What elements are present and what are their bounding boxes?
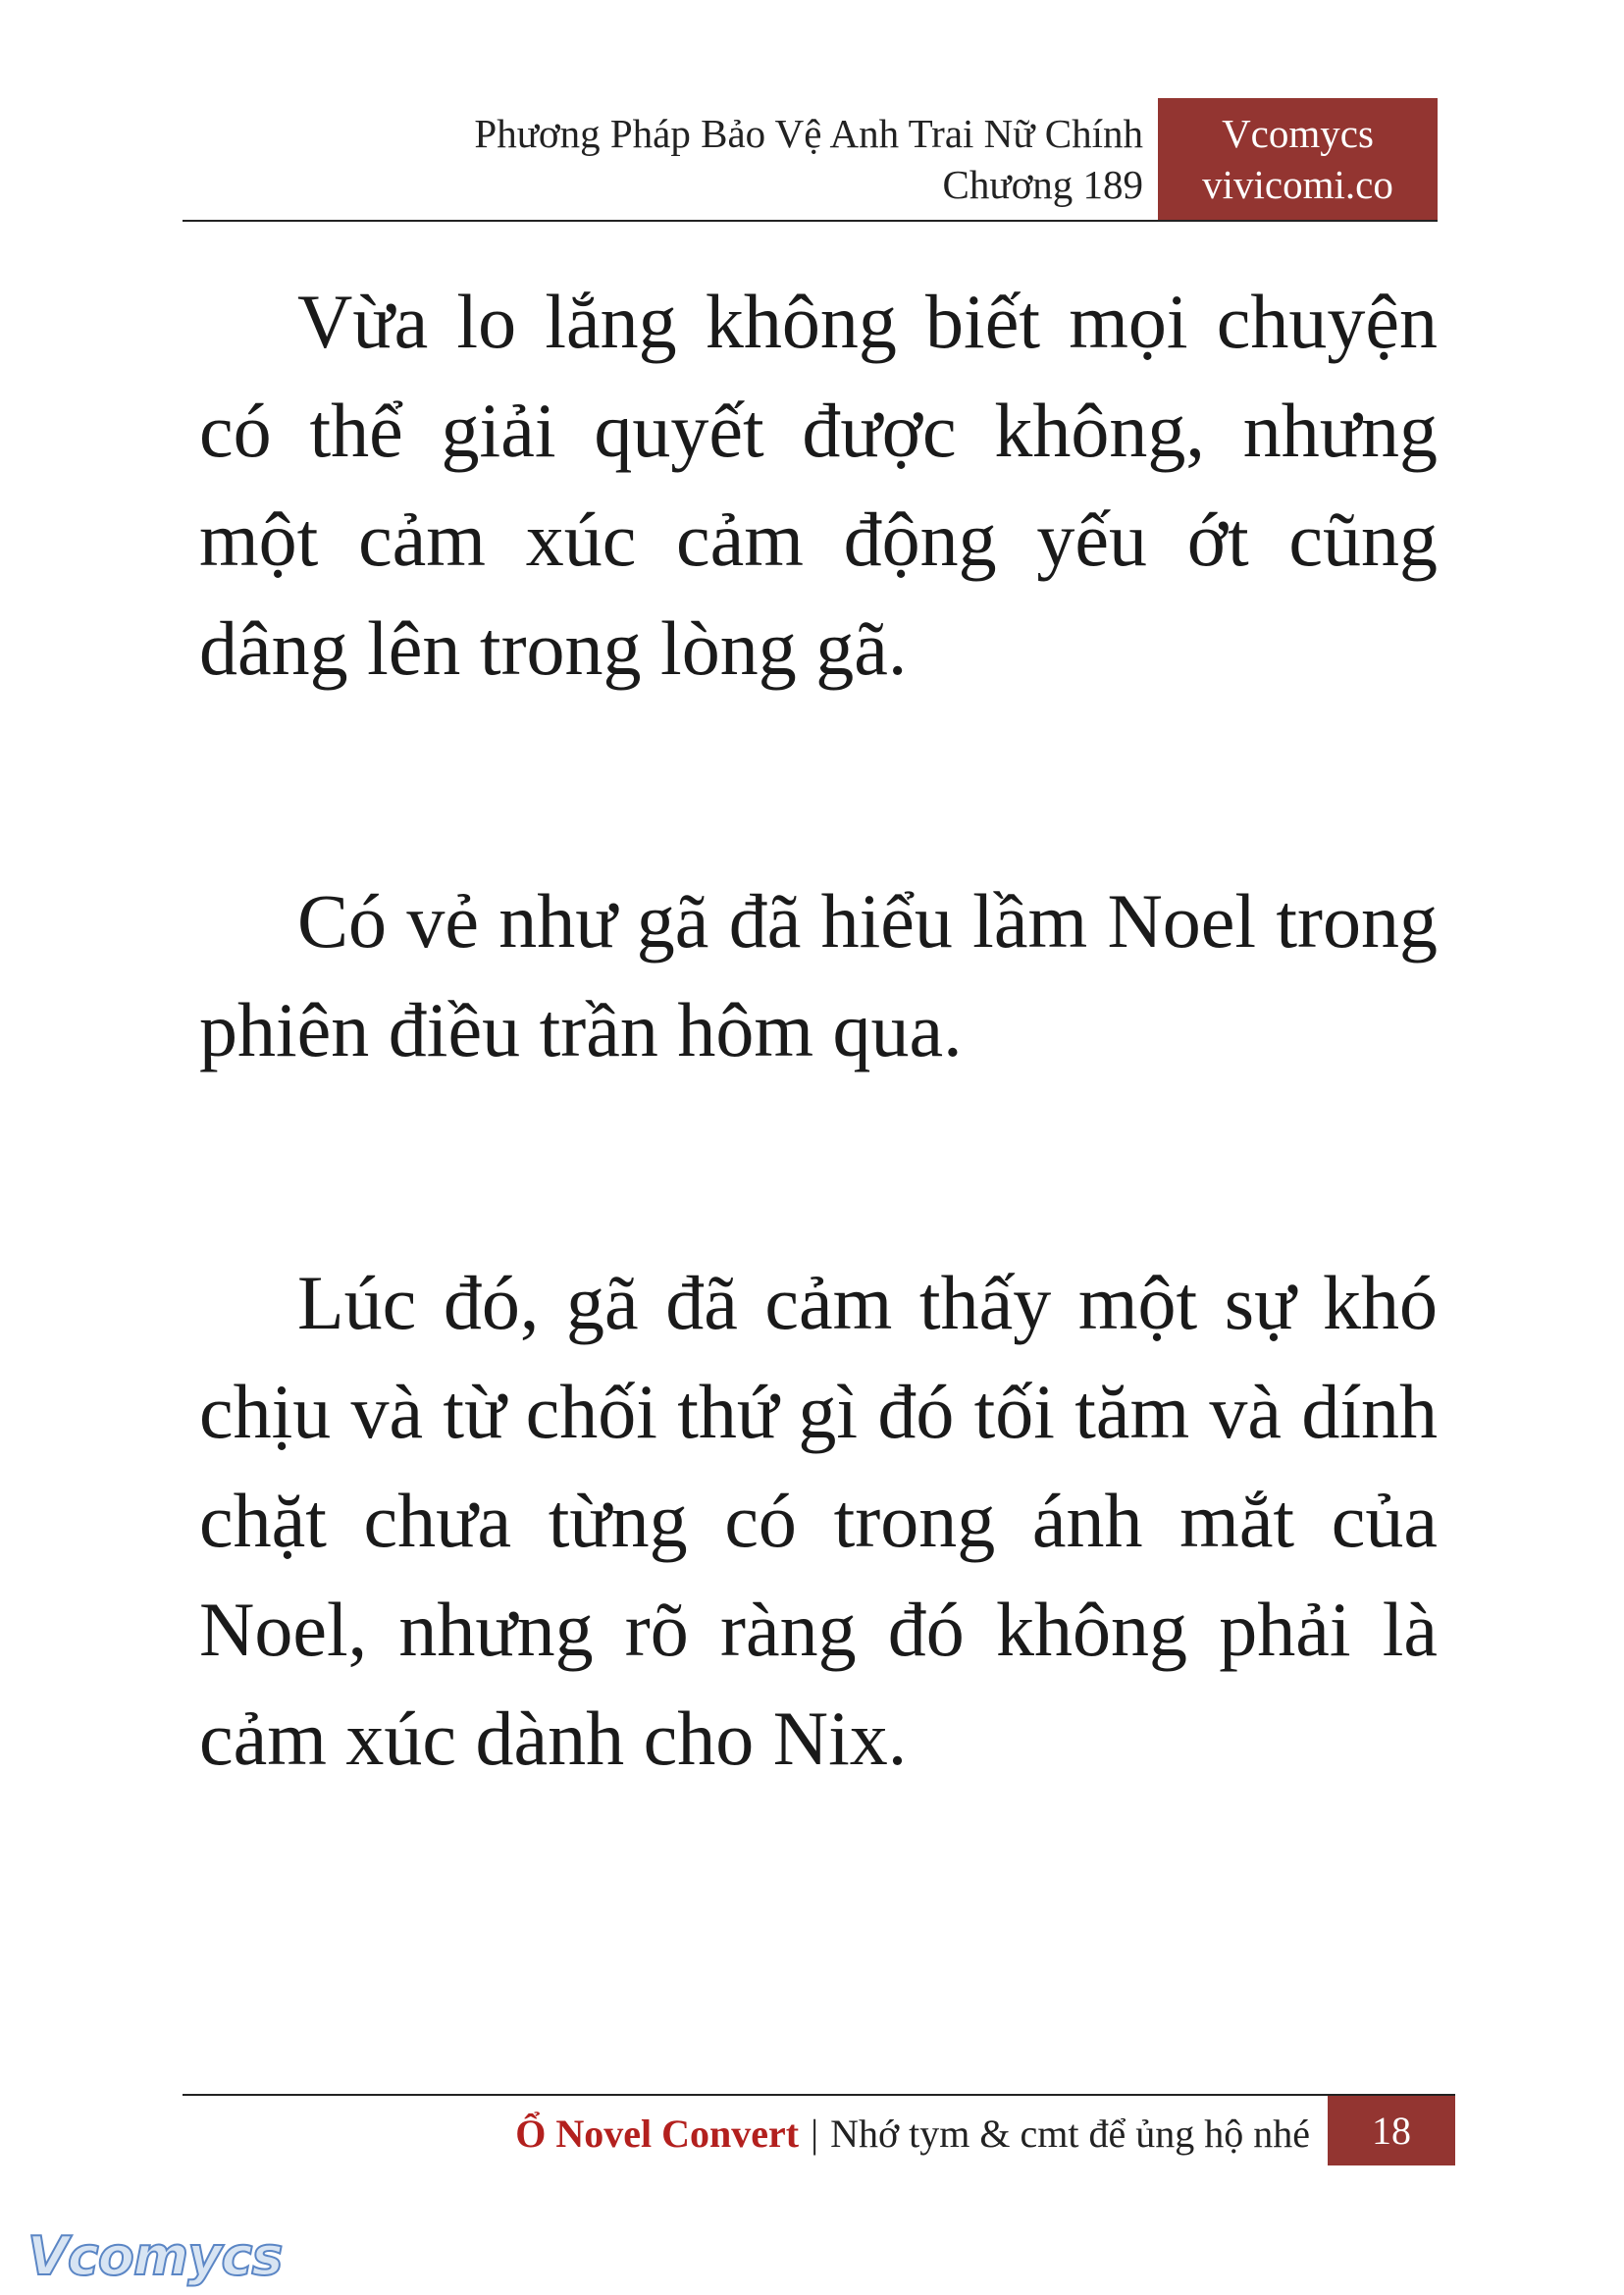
footer-message: Nhớ tym & cmt để ủng hộ nhé [830,2112,1310,2156]
chapter-body [199,267,1438,1793]
site-badge [1158,98,1438,220]
site-name: Vcomycs [1222,111,1374,156]
site-url: vivicomi.co [1202,162,1393,207]
paragraph: Vừa lo lắng không biết mọi chuyện có thể giải quyết được không, nhưng một cảm xúc cảm động yếu ớt cũng dâng lên trong lòng gã. [199,279,1438,691]
footer-brand: Ổ Novel Convert [515,2112,800,2156]
paragraph: Có vẻ như gã đã hiểu lầm Noel trong phiên điều trần hôm qua. [199,878,1438,1072]
paragraph: Lúc đó, gã đã cảm thấy một sự khó chịu và từ chối thứ gì đó tối tăm và dính chặt chưa từng có trong ánh mắt của Noel, nhưng rõ ràng đó không phải là cảm xúc dành cho Nix. [199,1260,1438,1781]
watermark-logo: Vcomycs [27,2225,283,2287]
footer-separator: | [811,2112,819,2156]
chapter-label: Chương 189 [942,162,1143,207]
footer-divider [183,2094,1455,2096]
page-number: 18 [1328,2096,1455,2165]
footer-line [515,2107,1310,2162]
header-divider [183,220,1438,222]
book-title: Phương Pháp Bảo Vệ Anh Trai Nữ Chính [474,111,1143,156]
running-header [474,108,1143,210]
